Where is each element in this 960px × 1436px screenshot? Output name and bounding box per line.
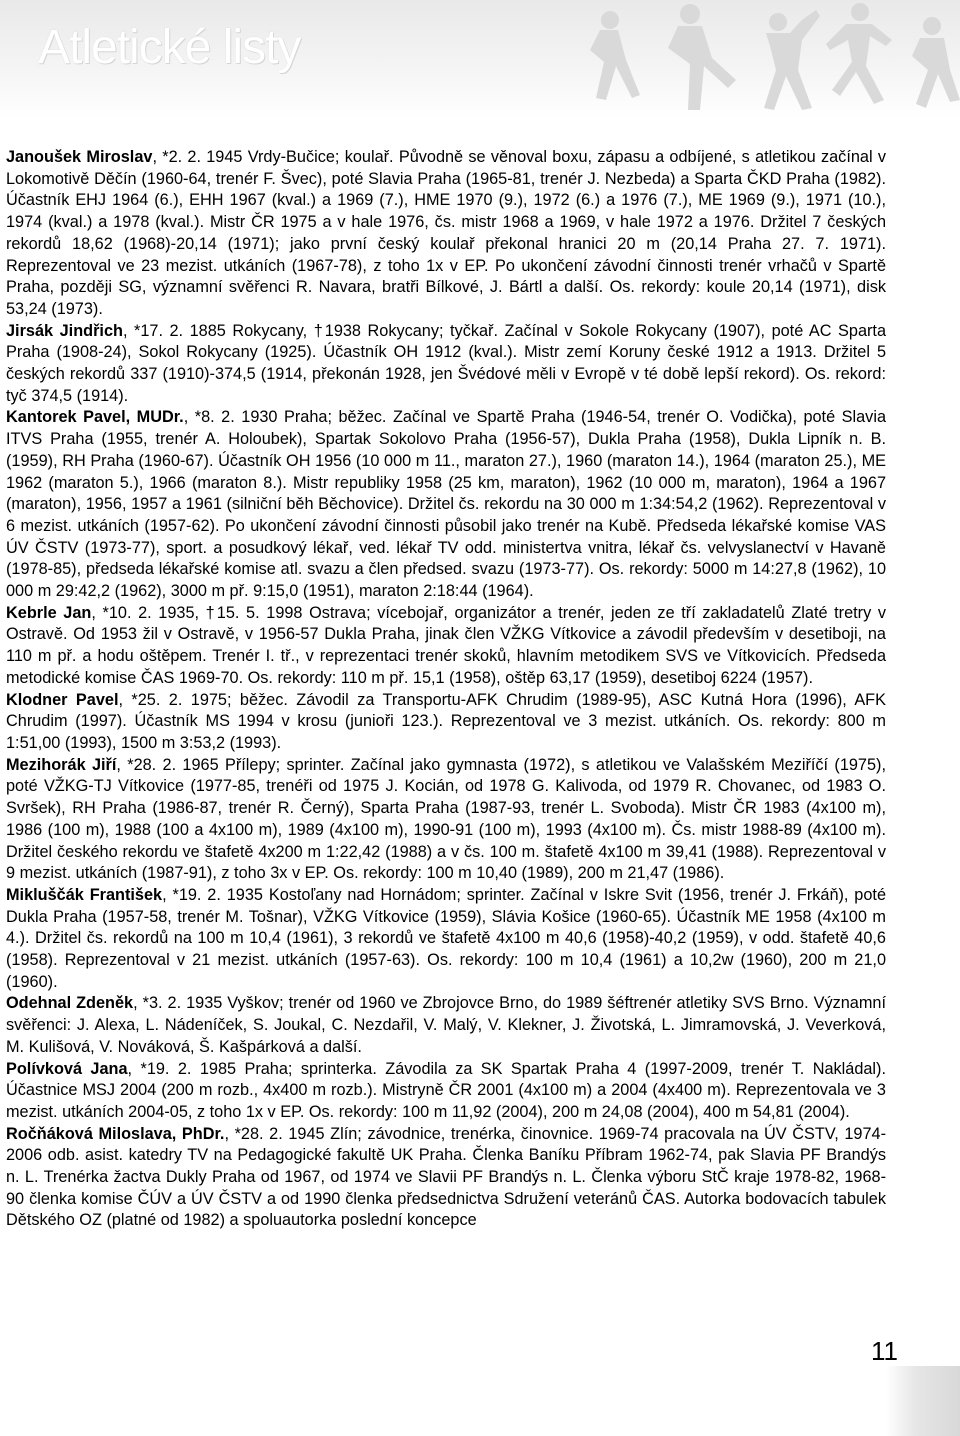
entry-name: Kantorek Pavel, MUDr. bbox=[6, 408, 184, 427]
entry-rocnakova-miloslava bbox=[6, 1124, 886, 1233]
entry-text: , *28. 2. 1965 Přílepy; sprinter. Začínal jako gymnasta (1972), s atletikou ve Valašském Meziříčí (1975), poté VŽKG-TJ Vítkovice (1977-85, trenéři od 1975 J. Kocián, od 1978 G. Kalivoda, od 1979 R. Chovanec, od 1983 O. Svršek), RH Praha (1986-87, trenér R. Černý), Sparta Praha (1987-93, trenér L. Svoboda). Mistr ČR 1983 (4x100 m), 1986 (100 m), 1988 (100 a 4x100 m), 1989 (4x100 m), 1990-91 (100 m), 1993 (4x100 m). Čs. mistr 1988-89 (4x100 m). Držitel českého rekordu ve štafetě 4x200 m 1:22,42 (1988) a v čs. 100 m. štafetě 4x100 m 39,41 (1988). Reprezentoval v 9 mezist. utkáních (1987-91), z toho 3x v EP. Os. rekordy: 100 m 10,40 (1989), 200 m 21,47 (1986). bbox=[6, 755, 886, 883]
entry-text: , *8. 2. 1930 Praha; běžec. Začínal ve Spartě Praha (1946-54, trenér O. Vodička), poté Slavia ITVS Praha (1955, trenér A. Holoubek), Spartak Sokolovo Praha (1956-57), Dukla Praha (1958), Dukla Lipník n. B. (1959), RH Praha (1960-67). Účastník OH 1956 (10 000 m 11., maraton 27.), 1960 (maraton 14.), 1964 (maraton 25.), ME 1962 (maraton 5.), 1966 (maraton 8.). Mistr republiky 1958 (25 km, maraton), 1962 (10 000 m, maraton), 1964 a 1967 (maraton), 1956, 1957 a 1961 (silniční běh Běchovice). Držitel čs. rekordu na 30 000 m 1:34:54,2 (1962). Reprezentoval v 6 mezist. utkáních (1957-62). Po ukončení závodní činnosti působil jako trenér na Kubě. Předseda lékařské komise VAS ÚV ČSTV (1973-77), sport. a posudkový lékař, ved. lékař TV odd. ministertva vnitra, lékař čs. velvyslanectví v Havaně (1978-85), předseda lékařské komise atl. svazu a člen předsed. svazu (1973-77). Os. rekordy: 5000 m 14:27,8 (1962), 10 000 m 29:42,2 (1962), 3000 m př. 9:15,0 (1951), maraton 2:18:44 (1964). bbox=[6, 408, 886, 601]
entry-klodner-pavel bbox=[6, 690, 886, 755]
entry-text: , *19. 2. 1935 Kostoľany nad Hornádom; sprinter. Začínal v Iskre Svit (1956, trenér J. Frkáň), poté Dukla Praha (1957-58, trenér M. Tošnar), VŽKG Vítkovice (1959), Slávia Košice (1960-65). Účastník ME 1958 (4x100 m 4.). Držitel čs. rekordů na 100 m 10,4 (1961), 3 rekordů ve štafetě 4x100 m 40,6 (1958)-40,2 (1959), v odd. štafetě 40,6 (1958). Reprezentoval v 21 mezist. utkáních (1957-63). Os. rekordy: 100 m 10,4 (1961) a 10,2w (1960), 200 m 21,0 (1960). bbox=[6, 885, 886, 991]
entry-text: , *10. 2. 1935, †15. 5. 1998 Ostrava; vícebojař, organizátor a trenér, jeden ze tří zakladatelů Zlaté tretry v Ostravě. Od 1953 žil v Ostravě, v 1956-57 Dukla Praha, jinak člen VŽKG Vítkovice a závodil především v desetiboji, na 110 m př. a hodu oštěpem. Trenér I. tř., v reprezentaci trenér skoků, hlavním metodikem SVS ve Vítkovicích. Předseda metodické komise ČAS 1969-70. Os. rekordy: 110 m př. 15,1 (1958), oštěp 63,17 (1959), desetiboj 6224 (1957). bbox=[6, 603, 886, 687]
page-number: 11 bbox=[871, 1336, 898, 1366]
entry-name: Klodner Pavel bbox=[6, 690, 119, 709]
entry-mikluscak-frantisek bbox=[6, 885, 886, 994]
entry-text: , *2. 2. 1945 Vrdy-Bučice; koulař. Původně se věnoval boxu, zápasu a odbíjené, s atletikou začínal v Lokomotivě Děčín (1960-64, trenér F. Švec), poté Slavia Praha (1965-81, trenér J. Nezbeda) a Sparta ČKD Praha (1982). Účastník EHJ 1964 (6.), EHH 1967 (kval.) a 1969 (7.), HME 1970 (9.), 1972 (6.) a 1976 (7.), ME 1969 (9.), 1971 (10.), 1974 (kval.) a 1978 (kval.). Mistr ČR 1975 a v hale 1976, čs. mistr 1968 a 1969, v hale 1972 a 1976. Držitel 7 českých rekordů 18,62 (1968)-20,14 (1971); jako první český koulař překonal hranici 20 m (20,14 Praha 27. 7. 1971). Reprezentoval ve 23 mezist. utkáních (1967-78), z toho 1x v EP. Po ukončení závodní činnosti trenér vrhačů v Spartě Praha, později SG, významní svěřenci R. Navara, bratři Bílkové, J. Bártl a další. Os. rekordy: koule 20,14 (1971), disk 53,24 (1973). bbox=[6, 148, 886, 318]
publication-title: Atletické listy bbox=[38, 21, 301, 74]
entry-mezihorak-jiri bbox=[6, 755, 886, 885]
entry-text: , *3. 2. 1935 Vyškov; trenér od 1960 ve Zbrojovce Brno, do 1989 šéftrenér atletiky SVS Brno. Významní svěřenci: J. Alexa, L. Nádeníček, S. Joukal, C. Nezdařil, V. Malý, V. Klekner, J. Životská, L. Jimramovská, J. Veverková, M. Kulišová, V. Nováková, Š. Kašpárková a další. bbox=[6, 994, 886, 1056]
entry-jirsak-jindrich bbox=[6, 321, 886, 408]
entry-name: Polívková Jana bbox=[6, 1059, 128, 1078]
entry-kebrle-jan bbox=[6, 603, 886, 690]
article-body bbox=[6, 147, 886, 1232]
entry-name: Janoušek Miroslav bbox=[6, 148, 153, 166]
entry-text: , *25. 2. 1975; běžec. Závodil za Transportu-AFK Chrudim (1989-95), ASC Kutná Hora (1996), AFK Chrudim (1997). Účastník MS 1994 v krosu (junioři 123.). Reprezentoval ve 3 mezist. utkáních. Os. rekordy: 800 m 1:51,00 (1993), 1500 m 3:53,2 (1993). bbox=[6, 690, 886, 752]
page-corner-shade bbox=[886, 1366, 960, 1436]
entry-odehnal-zdenek bbox=[6, 993, 886, 1058]
entry-kantorek-pavel bbox=[6, 407, 886, 602]
entry-text: , *17. 2. 1885 Rokycany, †1938 Rokycany; tyčkař. Začínal v Sokole Rokycany (1907), poté AC Sparta Praha (1908-24), Sokol Rokycany (1925). Účastník OH 1912 (kval.). Mistr zemí Koruny české 1912 a 1913. Držitel 5 českých rekordů 337 (1910)-374,5 (1914, překonán 1928, jen Švédové měli v Evropě v té době lepší rekord). Os. rekord: tyč 374,5 (1914). bbox=[6, 321, 887, 405]
entry-text: , *19. 2. 1985 Praha; sprinterka. Závodila za SK Spartak Praha 4 (1997-2009, trenér T. Nakládal). Účastnice MSJ 2004 (200 m rozb., 4x400 m rozb.). Mistryně ČR 2001 (4x100 m) a 2004 (4x400 m). Reprezentovala ve 3 mezist. utkáních 2004-05, z toho 1x v EP. Os. rekordy: 100 m 11,92 (2004), 200 m 24,08 (2004), 400 m 54,81 (2004). bbox=[6, 1059, 886, 1121]
athletes-silhouette-graphic bbox=[540, 0, 960, 118]
header-banner bbox=[0, 0, 960, 118]
entry-name: Ročňáková Miloslava, PhDr. bbox=[6, 1124, 225, 1143]
entry-polivkova-jana bbox=[6, 1059, 886, 1124]
entry-name: Kebrle Jan bbox=[6, 603, 92, 622]
entry-name: Odehnal Zdeněk bbox=[6, 994, 134, 1013]
entry-name: Mezihorák Jiří bbox=[6, 755, 117, 774]
entry-name: Mikluščák František bbox=[6, 885, 163, 904]
entry-text: , *28. 2. 1945 Zlín; závodnice, trenérka, činovnice. 1969-74 pracovala na ÚV ČSTV, 1974-2006 odb. asist. katedry TV na Pedagogické fakultě UK Praha. Členka Baníku Příbram 1962-74, pak Slavia PF Brandýs n. L. Trenérka žactva Dukly Praha od 1967, od 1974 ve Slavii PF Brandýs n. L. Členka výboru StČ kraje 1978-82, 1968-90 členka komise ČÚV a ÚV ČSTV a od 1990 členka předsednictva Sdružení veteránů ČAS. Autorka bodovacích tabulek Dětského OZ (platné od 1982) a spoluautorka poslední koncepce bbox=[6, 1124, 886, 1230]
entry-janousek-miroslav bbox=[6, 147, 886, 321]
entry-name: Jirsák Jindřich bbox=[6, 321, 123, 340]
